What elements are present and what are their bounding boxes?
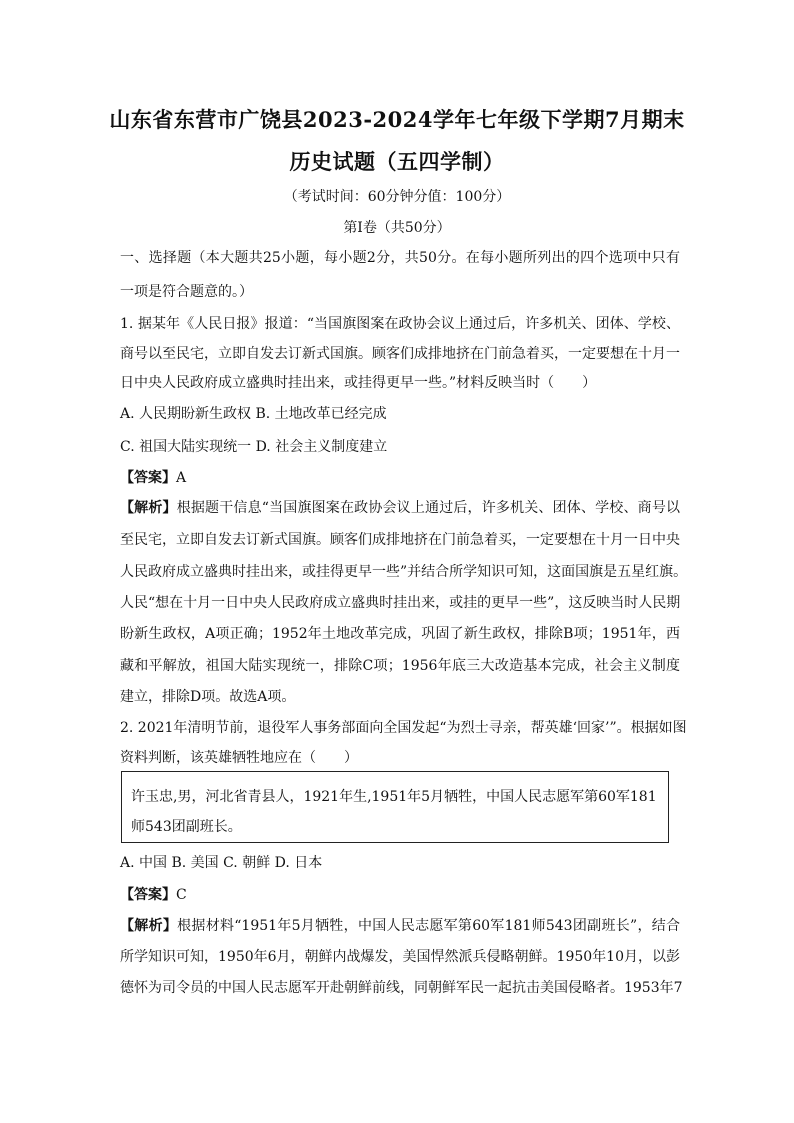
q1-analysis-line1 — [120, 497, 680, 517]
q2-material-line2: 师543团副班长。 — [131, 819, 242, 835]
q1-analysis-line6: 藏和平解放，祖国大陆实现统一，排除C项；1956年底三大改造基本完成，社会主义制度 — [120, 658, 680, 674]
volume-heading: 第Ⅰ卷（共50分） — [343, 220, 451, 236]
q1-answer — [120, 467, 680, 487]
q1-analysis-line7: 建立，排除D项。故选A项。 — [120, 689, 296, 705]
q1-stem-line1: 1. 据某年《人民日报》报道：“当国旗图案在政协会议上通过后，许多机关、团体、学校、 — [120, 316, 680, 332]
q2-analysis-line1 — [120, 915, 680, 935]
q1-stem-line3: 日中央人民政府成立盛典时挂出来，或挂得更早一些。”材料反映当时（ ） — [120, 375, 597, 391]
section-intro-line2: 一项是符合题意的。） — [120, 284, 253, 300]
q1-answer-label: 【答案】 — [120, 470, 176, 486]
q2-answer — [120, 884, 680, 904]
q1-stem-line2: 商号以至民宅，立即自发去订新式国旗。顾客们成排地挤在门前急着买，一定要想在十月一 — [120, 346, 680, 362]
exam-info: （考试时间：60分钟分值：100分） — [283, 189, 511, 205]
q2-answer-value: C — [176, 887, 187, 903]
q1-analysis-line4: 人民“想在十月一日中央人民政府成立盛典时挂出来，或挂的更早一些”，这反映当时人民期 — [120, 595, 681, 611]
q1-analysis-text1: 根据题干信息“当国旗图案在政协会议上通过后，许多机关、团体、学校、商号以 — [176, 500, 681, 516]
q2-analysis-line2: 所学知识可知，1950年6月，朝鲜内战爆发，美国悍然派兵侵略朝鲜。1950年10月，以彭 — [120, 949, 680, 965]
q2-options-line1: A. 中国 B. 美国 C. 朝鲜 D. 日本 — [120, 855, 323, 871]
q1-options-line1: A. 人民期盼新生政权 B. 土地改革已经完成 — [120, 406, 387, 422]
q2-stem-line2: 资料判断，该英雄牺牲地应在（ ） — [120, 750, 358, 766]
section-intro-line1: 一、选择题（本大题共25小题，每小题2分，共50分。在每小题所列出的四个选项中只有 — [120, 250, 680, 266]
document-title-line1: 山东省东营市广饶县2023-2024学年七年级下学期7月期末 — [109, 107, 685, 132]
q1-analysis-line5: 盼新生政权，A项正确；1952年土地改革完成，巩固了新生政权，排除B项；1951年，西 — [120, 626, 680, 642]
q2-analysis-line3: 德怀为司令员的中国人民志愿军开赴朝鲜前线，同朝鲜军民一起抗击美国侵略者。1953年7 — [120, 980, 683, 996]
document-title-line2: 历史试题（五四学制） — [289, 149, 505, 174]
q2-analysis-text1: 根据材料“1951年5月牺牲，中国人民志愿军第60军181师543团副班长”，结合 — [177, 918, 681, 934]
q2-stem-line1: 2. 2021年清明节前，退役军人事务部面向全国发起“为烈士寻亲，帮英雄‘回家’”。根据如图 — [120, 720, 687, 736]
q1-analysis-label: 【解析】 — [120, 500, 177, 516]
q1-analysis-line2: 至民宅，立即自发去订新式国旗。顾客们成排地挤在门前急着买，一定要想在十月一日中央 — [120, 532, 680, 548]
q1-answer-value: A — [176, 470, 187, 486]
q2-analysis-label: 【解析】 — [120, 918, 178, 934]
q2-material-line1: 许玉忠,男，河北省青县人，1921年生,1951年5月牺牲，中国人民志愿军第60军181 — [131, 789, 657, 805]
q2-answer-label: 【答案】 — [120, 887, 176, 903]
q1-analysis-line3: 人民政府成立盛典时挂出来，或挂得更早一些”并结合所学知识可知，这面国旗是五星红旗。 — [120, 564, 688, 580]
q1-options-line2: C. 祖国大陆实现统一 D. 社会主义制度建立 — [120, 439, 388, 455]
